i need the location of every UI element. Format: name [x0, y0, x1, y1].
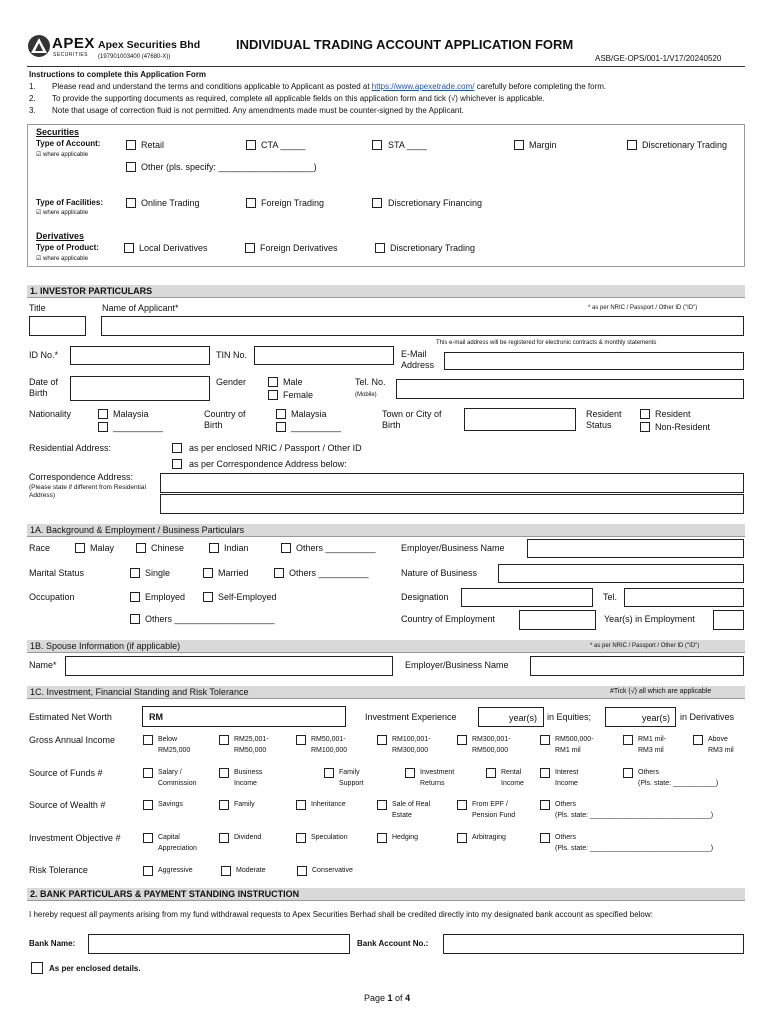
objective-option-4-checkbox[interactable]	[457, 833, 467, 843]
page-number	[364, 993, 410, 1004]
funds-option-2-label: Family	[339, 769, 360, 776]
wealth-option-3-label: Sale of Real	[392, 801, 431, 808]
funds-option-6-label: Others	[638, 769, 660, 776]
title-field[interactable]	[29, 316, 86, 336]
income-option-7-checkbox[interactable]	[693, 735, 703, 745]
correspondence-address-line-2[interactable]	[160, 494, 744, 514]
male-checkbox[interactable]	[268, 377, 278, 387]
wealth-option-1-label: Family	[234, 801, 255, 808]
birth-malaysia-label: Malaysia	[291, 409, 327, 419]
sta-label: STA ____	[388, 140, 427, 150]
funds-option-0-checkbox[interactable]	[143, 768, 153, 778]
birth-other-blank[interactable]: __________	[291, 422, 342, 432]
foreign-trading-checkbox[interactable]	[246, 198, 256, 208]
funds-option-6-sublabel: (Pls. state: ___________)	[638, 780, 719, 787]
wealth-option-5-label: Others	[555, 801, 577, 808]
derivatives-heading: Derivatives	[36, 231, 85, 241]
risk-aggressive-checkbox[interactable]	[143, 866, 153, 876]
marital-single-label: Single	[145, 568, 171, 578]
risk-moderate-checkbox[interactable]	[221, 866, 231, 876]
instructions-title: Instructions to complete this Application Form	[29, 70, 207, 79]
funds-option-5-checkbox[interactable]	[540, 768, 550, 778]
female-checkbox[interactable]	[268, 390, 278, 400]
res-as-per-correspondence-label: as per Correspondence Address below:	[189, 459, 347, 469]
objective-option-1-label: Dividend	[234, 834, 262, 841]
wealth-option-2-checkbox[interactable]	[296, 800, 306, 810]
instruction-1-number: 1.	[29, 82, 36, 91]
male-label: Male	[283, 377, 303, 387]
account-type-label: Type of Account:	[36, 139, 101, 148]
investment-section-title: 1C. Investment, Financial Standing and Risk Tolerance	[30, 687, 249, 697]
nationality-other-blank[interactable]: __________	[113, 422, 164, 432]
where-applicable-note: ☑ where applicable	[36, 210, 89, 216]
enclosed-details-label: As per enclosed details.	[49, 964, 141, 973]
cta-checkbox[interactable]	[246, 140, 256, 150]
income-option-3-label: RM100,001-	[392, 736, 431, 743]
income-option-5-checkbox[interactable]	[540, 735, 550, 745]
wealth-option-2-label: Inheritance	[311, 801, 346, 808]
objective-option-0-label: Capital	[158, 834, 180, 841]
income-option-0-label: Below	[158, 736, 178, 743]
income-option-0-checkbox[interactable]	[143, 735, 153, 745]
wealth-option-3-checkbox[interactable]	[377, 800, 387, 810]
nationality-other-checkbox[interactable]	[98, 422, 108, 432]
wealth-option-5-sublabel: (Pls. state: _______________________________)	[555, 812, 714, 819]
product-type-label: Type of Product:	[36, 243, 99, 252]
objective-option-3-checkbox[interactable]	[377, 833, 387, 843]
marital-status-label: Marital Status	[29, 568, 85, 578]
discretionary-trading-checkbox[interactable]	[627, 140, 637, 150]
race-label: Race	[29, 543, 51, 553]
cta-label: CTA _____	[261, 140, 306, 150]
funds-option-1-sublabel: Income	[234, 780, 257, 787]
funds-option-5-label: Interest	[555, 769, 579, 776]
income-option-4-checkbox[interactable]	[457, 735, 467, 745]
risk-moderate-label: Moderate	[236, 867, 266, 874]
wealth-option-3-sublabel: Estate	[392, 812, 412, 819]
where-applicable-note: ☑ where applicable	[36, 256, 89, 262]
page-prefix: Page	[364, 993, 388, 1003]
resident-status-label: Resident Status	[586, 409, 622, 430]
apex-logo	[27, 34, 97, 62]
local-derivatives-label: Local Derivatives	[139, 243, 208, 253]
bank-name-label: Bank Name:	[29, 939, 76, 948]
town-of-birth-field[interactable]	[464, 408, 576, 431]
occ-employed-label: Employed	[145, 592, 186, 602]
funds-option-4-sublabel: Income	[501, 780, 524, 787]
objective-option-2-checkbox[interactable]	[296, 833, 306, 843]
nature-of-business-field[interactable]	[498, 564, 744, 583]
funds-option-6-checkbox[interactable]	[623, 768, 633, 778]
income-option-7-label: Above	[708, 736, 728, 743]
bank-account-field[interactable]	[443, 934, 744, 954]
residential-address-label: Residential Address:	[29, 443, 112, 453]
securities-heading: Securities	[36, 127, 80, 137]
funds-option-2-sublabel: Support	[339, 780, 364, 787]
funds-option-1-checkbox[interactable]	[219, 768, 229, 778]
employment-tel-label: Tel.	[603, 592, 618, 602]
funds-option-3-label: Investment	[420, 769, 455, 776]
nature-of-business-label: Nature of Business	[401, 568, 478, 578]
income-option-2-sublabel: RM100,000	[311, 747, 348, 754]
nationality-label: Nationality	[29, 409, 72, 419]
income-option-4-label: RM300,001-	[472, 736, 511, 743]
wealth-option-5-checkbox[interactable]	[540, 800, 550, 810]
race-malay-label: Malay	[90, 543, 115, 553]
local-derivatives-checkbox[interactable]	[124, 243, 134, 253]
objective-option-5-label: Others	[555, 834, 577, 841]
gross-income-label: Gross Annual Income	[29, 735, 116, 745]
email-field[interactable]	[444, 352, 744, 370]
retail-checkbox[interactable]	[126, 140, 136, 150]
income-option-2-checkbox[interactable]	[296, 735, 306, 745]
occ-employed-checkbox[interactable]	[130, 592, 140, 602]
race-indian-checkbox[interactable]	[209, 543, 219, 553]
gender-label: Gender	[216, 377, 247, 387]
nationality-malaysia-label: Malaysia	[113, 409, 149, 419]
correspondence-address-line-1[interactable]	[160, 473, 744, 493]
income-option-5-label: RM500,000-	[555, 736, 594, 743]
spouse-name-field[interactable]	[65, 656, 393, 676]
race-others-checkbox[interactable]	[281, 543, 291, 553]
investment-experience-label: Investment Experience	[365, 712, 457, 722]
net-worth-field[interactable]	[142, 706, 346, 727]
in-equities-label: in Equities;	[547, 712, 592, 722]
marital-others-checkbox[interactable]	[274, 568, 284, 578]
res-as-per-id-checkbox[interactable]	[172, 443, 182, 453]
spouse-section-title: 1B. Spouse Information (if applicable)	[30, 641, 181, 651]
funds-option-0-sublabel: Commission	[158, 780, 197, 787]
form-title: INDIVIDUAL TRADING ACCOUNT APPLICATION FORM	[236, 37, 574, 52]
objective-option-5-checkbox[interactable]	[540, 833, 550, 843]
foreign-trading-label: Foreign Trading	[261, 198, 325, 208]
source-of-funds-label: Source of Funds #	[29, 768, 103, 778]
sta-checkbox[interactable]	[372, 140, 382, 150]
non-resident-checkbox[interactable]	[640, 422, 650, 432]
non-resident-label: Non-Resident	[655, 422, 711, 432]
equities-years-unit: year(s)	[509, 713, 538, 723]
id-definition-note: * as per NRIC / Passport / Other ID ("ID")	[588, 305, 698, 311]
funds-option-0-label: Salary /	[158, 769, 182, 776]
applicant-name-label: Name of Applicant*	[102, 303, 179, 313]
correspondence-address-label: Correspondence Address:	[29, 472, 134, 482]
income-option-5-sublabel: RM1 mil	[555, 747, 581, 754]
bank-name-field[interactable]	[88, 934, 350, 954]
discretionary-trading-label: Discretionary Trading	[642, 140, 728, 150]
nationality-malaysia-checkbox[interactable]	[98, 409, 108, 419]
town-of-birth-label: Town or City of Birth	[382, 409, 442, 430]
income-option-1-label: RM25,001-	[234, 736, 269, 743]
discretionary-financing-checkbox[interactable]	[372, 198, 382, 208]
wealth-option-0-checkbox[interactable]	[143, 800, 153, 810]
income-option-3-checkbox[interactable]	[377, 735, 387, 745]
funds-option-1-label: Business	[234, 769, 263, 776]
instruction-3: Note that usage of correction fluid is not permitted. Any amendments made must be counter-signed by the Applicant.	[52, 106, 464, 115]
marital-others-label: Others __________	[289, 568, 369, 578]
margin-checkbox[interactable]	[514, 140, 524, 150]
instruction-1	[52, 82, 606, 92]
objective-option-0-checkbox[interactable]	[143, 833, 153, 843]
where-applicable-note: ☑ where applicable	[36, 152, 89, 158]
tel-number-label: Tel. No.	[355, 377, 386, 387]
source-of-wealth-label: Source of Wealth #	[29, 800, 106, 810]
income-option-7-sublabel: RM3 mil	[708, 747, 734, 754]
income-option-1-sublabel: RM50,000	[234, 747, 267, 754]
header-divider	[27, 66, 745, 67]
resident-label: Resident	[655, 409, 691, 419]
id-number-label: ID No.*	[29, 350, 59, 360]
page-current: 1	[387, 993, 393, 1003]
net-worth-currency: RM	[149, 712, 163, 722]
apex-logo-icon	[27, 34, 51, 58]
correspondence-address-note: (Please state if different from Residential Address)	[29, 484, 146, 499]
terms-link[interactable]: https://www.apexetrade.com/	[371, 82, 475, 91]
marital-married-label: Married	[218, 568, 249, 578]
resident-checkbox[interactable]	[640, 409, 650, 419]
instruction-1-post: carefully before completing the form.	[476, 82, 607, 91]
page-total: 4	[405, 993, 411, 1003]
objective-option-0-sublabel: Appreciation	[158, 845, 197, 852]
spouse-employer-field[interactable]	[530, 656, 744, 676]
income-option-2-label: RM50,001-	[311, 736, 346, 743]
objective-option-4-label: Arbitraging	[472, 834, 506, 841]
spouse-name-label: Name*	[29, 660, 57, 670]
funds-option-4-label: Rental	[501, 769, 522, 776]
funds-option-3-checkbox[interactable]	[405, 768, 415, 778]
wealth-option-4-sublabel: Pension Fund	[472, 812, 516, 819]
spouse-employer-label: Employer/Business Name	[405, 660, 509, 670]
wealth-option-1-checkbox[interactable]	[219, 800, 229, 810]
mobile-note: (Mobile)	[355, 392, 377, 398]
income-option-4-sublabel: RM500,000	[472, 747, 509, 754]
email-registration-note: This e-mail address will be registered for electronic contracts & monthly statements	[436, 340, 657, 346]
risk-aggressive-label: Aggressive	[158, 867, 193, 874]
female-label: Female	[283, 390, 314, 400]
race-others-label: Others __________	[296, 543, 376, 553]
tin-number-field[interactable]	[254, 346, 394, 365]
designation-field[interactable]	[461, 588, 593, 607]
retail-label: Retail	[141, 140, 165, 150]
equities-years-field[interactable]	[478, 707, 544, 727]
years-employment-label: Year(s) in Employment	[604, 614, 695, 624]
objective-option-5-sublabel: (Pls. state: _______________________________)	[555, 845, 714, 852]
facilities-type-label: Type of Facilities:	[36, 198, 103, 207]
investor-section-title: 1. INVESTOR PARTICULARS	[30, 286, 153, 296]
risk-tolerance-label: Risk Tolerance	[29, 865, 88, 875]
online-trading-label: Online Trading	[141, 198, 200, 208]
income-option-0-sublabel: RM25,000	[158, 747, 191, 754]
discretionary-financing-label: Discretionary Financing	[388, 198, 483, 208]
instruction-3-number: 3.	[29, 106, 36, 115]
applicant-name-field[interactable]	[101, 316, 744, 336]
instruction-2-number: 2.	[29, 94, 36, 103]
years-employment-field[interactable]	[713, 610, 744, 630]
enclosed-details-checkbox[interactable]	[31, 962, 43, 974]
spouse-id-note: * as per NRIC / Passport / Other ID ("ID")	[590, 643, 700, 649]
margin-label: Margin	[529, 140, 557, 150]
tel-number-field[interactable]	[396, 379, 744, 399]
date-of-birth-label: Date of Birth	[29, 377, 59, 398]
objective-option-2-label: Speculation	[311, 834, 348, 841]
logo-subtext: SECURITIES	[53, 52, 89, 58]
race-chinese-label: Chinese	[151, 543, 185, 553]
birth-malaysia-checkbox[interactable]	[276, 409, 286, 419]
race-malay-checkbox[interactable]	[75, 543, 85, 553]
id-number-field[interactable]	[70, 346, 210, 365]
income-option-6-checkbox[interactable]	[623, 735, 633, 745]
income-option-6-sublabel: RM3 mil	[638, 747, 664, 754]
funds-option-5-sublabel: Income	[555, 780, 578, 787]
page-of: of	[392, 993, 406, 1003]
funds-option-4-checkbox[interactable]	[486, 768, 496, 778]
other-account-checkbox[interactable]	[126, 162, 136, 172]
investment-objective-label: Investment Objective #	[29, 833, 121, 843]
income-option-1-checkbox[interactable]	[219, 735, 229, 745]
derivatives-discretionary-label: Discretionary Trading	[390, 243, 476, 253]
other-account-label: Other (pls. specify: ___________________)	[141, 162, 317, 172]
country-employment-field[interactable]	[519, 610, 596, 630]
funds-option-3-sublabel: Returns	[420, 780, 445, 787]
objective-option-1-checkbox[interactable]	[219, 833, 229, 843]
derivatives-years-field[interactable]	[605, 707, 676, 727]
objective-option-3-label: Hedging	[392, 834, 419, 841]
document-code: ASB/GE-OPS/001-1/V17/20240520	[595, 54, 722, 63]
title-label: Title	[29, 303, 46, 313]
risk-conservative-checkbox[interactable]	[297, 866, 307, 876]
employer-name-label: Employer/Business Name	[401, 543, 505, 553]
risk-conservative-label: Conservative	[312, 867, 353, 874]
in-derivatives-label: in Derivatives	[680, 712, 735, 722]
marital-married-checkbox[interactable]	[203, 568, 213, 578]
income-option-3-sublabel: RM300,000	[392, 747, 429, 754]
tick-applicable-note: #Tick (√) all which are applicable	[610, 688, 712, 695]
funds-option-2-checkbox[interactable]	[324, 768, 334, 778]
company-registration: (197901003400 (47680-X))	[98, 54, 171, 60]
logo-text: APEX	[52, 35, 95, 52]
net-worth-label: Estimated Net Worth	[29, 712, 112, 722]
bank-account-label: Bank Account No.:	[357, 939, 429, 948]
background-section-title: 1A. Background & Employment / Business Particulars	[30, 525, 245, 535]
employment-tel-field[interactable]	[624, 588, 744, 607]
designation-label: Designation	[401, 592, 449, 602]
derivatives-discretionary-checkbox[interactable]	[375, 243, 385, 253]
instruction-1-text: Please read and understand the terms and conditions applicable to Applicant as posted at	[52, 82, 370, 91]
res-as-per-correspondence-checkbox[interactable]	[172, 459, 182, 469]
instruction-2: To provide the supporting documents as required, complete all applicable fields on this application form and tick (√) whichever is applicable.	[52, 94, 545, 103]
wealth-option-0-label: Savings	[158, 801, 183, 808]
res-as-per-id-label: as per enclosed NRIC / Passport / Other ID	[189, 443, 362, 453]
foreign-derivatives-checkbox[interactable]	[245, 243, 255, 253]
derivatives-years-unit: year(s)	[642, 713, 671, 723]
occ-others-label: Others ____________________	[145, 614, 275, 624]
bank-section-title: 2. BANK PARTICULARS & PAYMENT STANDING INSTRUCTION	[30, 889, 300, 899]
race-chinese-checkbox[interactable]	[136, 543, 146, 553]
country-employment-label: Country of Employment	[401, 614, 496, 624]
occ-others-checkbox[interactable]	[130, 614, 140, 624]
tin-number-label: TIN No.	[216, 350, 248, 360]
wealth-option-4-label: From EPF /	[472, 801, 508, 808]
income-option-6-label: RM1 mil-	[638, 736, 666, 743]
occ-self-employed-label: Self-Employed	[218, 592, 277, 602]
occ-self-employed-checkbox[interactable]	[203, 592, 213, 602]
marital-single-checkbox[interactable]	[130, 568, 140, 578]
company-name: Apex Securities Bhd	[98, 39, 201, 51]
email-label: E-Mail Address	[401, 349, 435, 370]
online-trading-checkbox[interactable]	[126, 198, 136, 208]
country-of-birth-label: Country of Birth	[204, 409, 246, 430]
payment-instruction-text: I hereby request all payments arising from my fund withdrawal requests to Apex Securities Berhad shall be credited directly into my designated bank account as specified below:	[29, 910, 653, 919]
wealth-option-4-checkbox[interactable]	[457, 800, 467, 810]
foreign-derivatives-label: Foreign Derivatives	[260, 243, 338, 253]
date-of-birth-field[interactable]	[70, 376, 210, 401]
birth-other-checkbox[interactable]	[276, 422, 286, 432]
race-indian-label: Indian	[224, 543, 249, 553]
occupation-label: Occupation	[29, 592, 75, 602]
employer-name-field[interactable]	[527, 539, 744, 558]
